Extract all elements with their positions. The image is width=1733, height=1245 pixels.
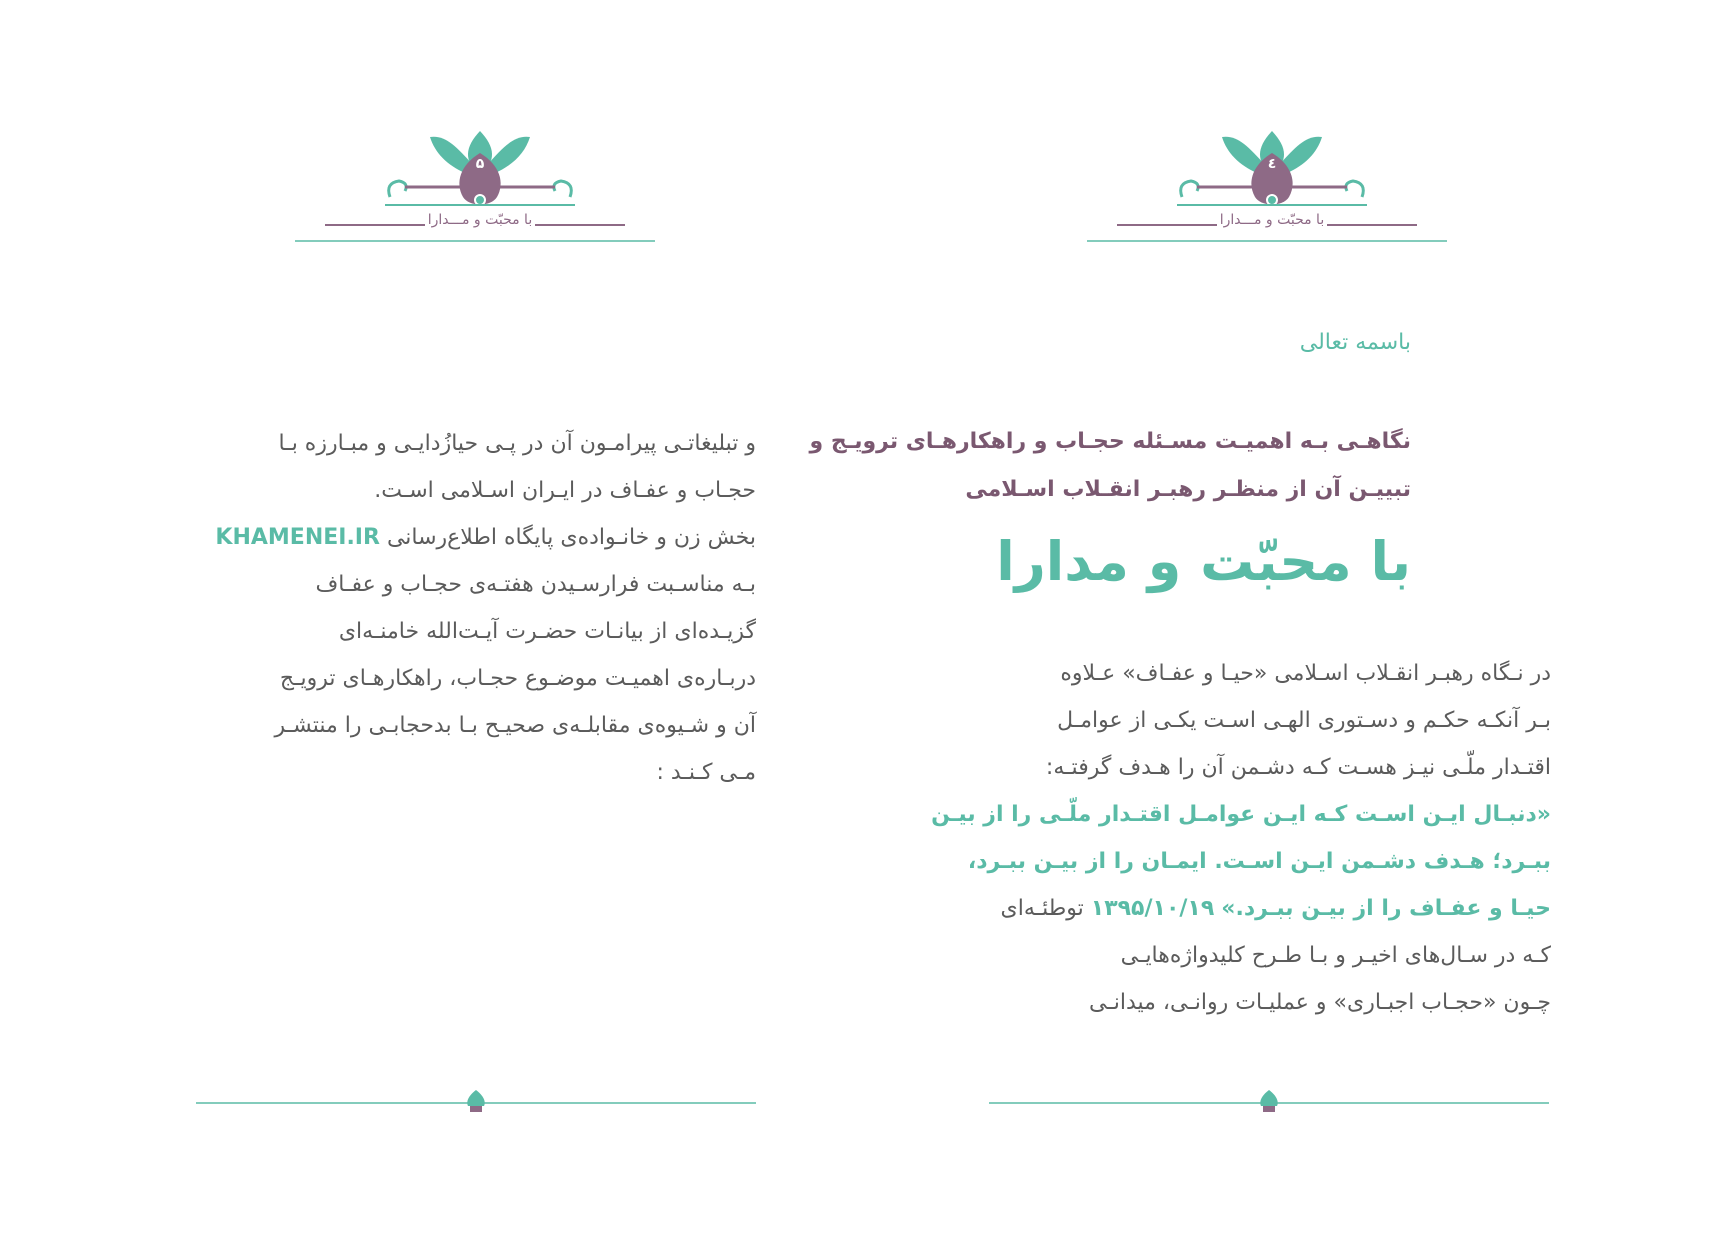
body-line: و تبلیغاتـی پیرامـون آن در پـی حیازُدایـی و مبـارزه بـا [278, 431, 756, 456]
body-paragraph [931, 650, 1551, 1026]
body-line: دربـاره‌ی اهمیـت موضـوع حجـاب، راهکارهـای ترویـج [279, 666, 756, 691]
body-line: بـر آنکـه حکـم و دسـتوری الهـی اسـت یکـی از عوامـل [1057, 708, 1551, 733]
page-title: با محبّت و مدارا [996, 530, 1411, 593]
footer-ornament-icon [196, 1088, 756, 1118]
body-line: در نـگاه رهبـر انقـلاب اسـلامی «حیـا و عفـاف» عـلاوه [1060, 661, 1551, 686]
page-footer-ornament [989, 1088, 1549, 1118]
basmala: باسمه تعالی [1299, 330, 1411, 355]
body-line [196, 514, 756, 561]
quote-line: ببـرد؛ هـدف دشـمن ایـن اسـت. ایمـان را از بیـن ببـرد، [967, 849, 1551, 874]
footer-ornament-icon [989, 1088, 1549, 1118]
body-line-text: توطئـه‌ای [1000, 896, 1084, 921]
site-name: KHAMENEI.IR [215, 525, 380, 550]
left-page [0, 0, 866, 1245]
subheading-line: نگاهـی بـه اهمیـت مسـئله حجـاب و راهکارهـای ترویـج و [809, 429, 1411, 454]
subheading-line: تبییـن آن از منظـر رهبـر انقـلاب اسـلامی [965, 477, 1411, 502]
page-header-ornament [295, 125, 665, 245]
right-page [809, 0, 1733, 1245]
body-line: مـی کـنـد : [656, 760, 756, 785]
body-line: حجـاب و عفـاف در ایـران اسـلامی اسـت. [374, 478, 756, 503]
running-title: با محبّت و مـــدارا [427, 212, 533, 228]
body-line: بـه مناسـبت فرارسـیدن هفتـه‌ی حجـاب و عفـاف [315, 572, 756, 597]
body-paragraph [196, 420, 756, 796]
page-footer-ornament [196, 1088, 756, 1118]
quote-date: ۱۳۹۵/۱۰/۱۹ [1090, 896, 1215, 921]
body-line-text: بخش زن و خانـواده‌ی پایگاه اطلاع‌رسانی [386, 525, 756, 550]
body-line: آن و شـیوه‌ی مقابلـه‌ی صحیـح بـا بدحجابـی را منتشـر [274, 713, 756, 738]
subheading [810, 418, 1412, 514]
page-number: ٤ [1267, 156, 1277, 172]
quote-line: «دنبـال ایـن اسـت کـه ایـن عوامـل اقتـدار ملّـی را از بیـن [931, 802, 1551, 827]
page-number: ۵ [475, 156, 485, 172]
quote-line: حیـا و عفـاف را از بیـن ببـرد.» [1221, 896, 1551, 921]
body-line: کـه در سـال‌های اخیـر و بـا طـرح کلیدواژه‌هایـی [1120, 943, 1551, 968]
body-line: چـون «حجـاب اجبـاری» و عملیـات روانـی، میدانـی [1088, 990, 1551, 1015]
body-line: گزیـده‌ای از بیانـات حضـرت آیـت‌الله خامنـه‌ای [338, 619, 756, 644]
body-line: اقتـدار ملّـی نیـز هسـت کـه دشـمن آن را هـدف گرفتـه: [1045, 755, 1551, 780]
body-line [989, 885, 1551, 932]
running-title: با محبّت و مـــدارا [1219, 212, 1325, 228]
page-header-ornament [1087, 125, 1457, 245]
